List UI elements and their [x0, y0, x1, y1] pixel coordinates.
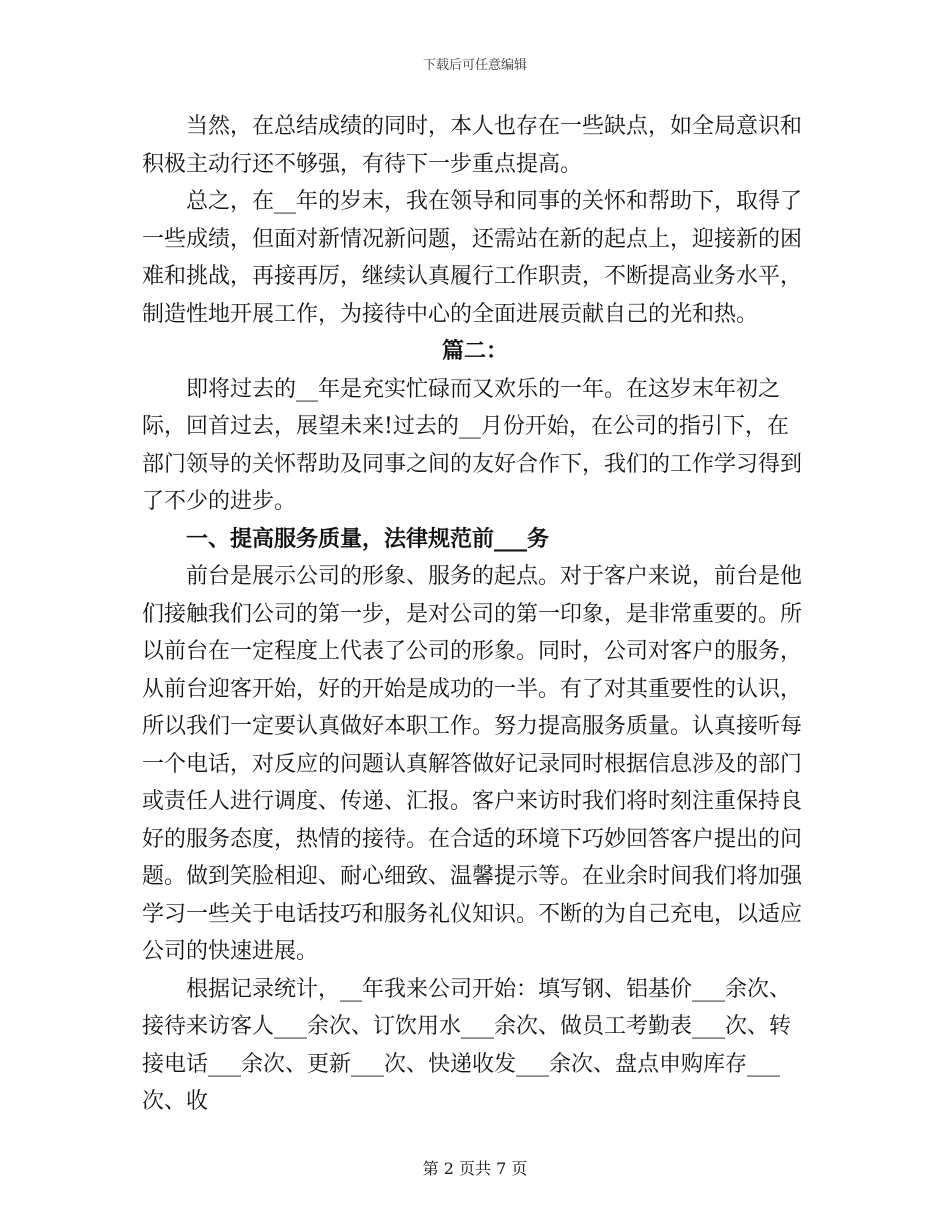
section-title-part-two: 篇二： [441, 338, 508, 364]
paragraph-statistics: 根据记录统计，__年我来公司开始：填写钢、铝基价___余次、接待来访客人___余次、订饮用水___余次、做员工考勤表___次、转接电话___余次、更新___次、快递收发___余次、盘点申购库存___次、收 [142, 976, 792, 1114]
section-heading-service-quality: 一、提高服务质量，法律规范前___务 [186, 525, 550, 552]
page-footer: 第 2 页共 7 页 [422, 1159, 528, 1178]
paragraph-intro: 即将过去的__年是充实忙碌而又欢乐的一年。在这岁末年初之际，回首过去，展望未来!过去的__月份开始，在公司的指引下，在部门领导的关怀帮助及同事之间的友好合作下，我们的工作学习得到了不少的进步。 [142, 376, 803, 514]
paragraph-front-desk: 前台是展示公司的形象、服务的起点。对于客户来说，前台是他们接触我们公司的第一步，是对公司的第一印象，是非常重要的。所以前台在一定程度上代表了公司的形象。同时，公司对客户的服务，从前台迎客开始，好的开始是成功的一半。有了对其重要性的认识，所以我们一定要认真做好本职工作。努力提高服务质量。认真接听每一个电话，对反应的问题认真解答做好记录同时根据信息涉及的部门或责任人进行调度、传递、汇报。客户来访时我们将时刻注重保持良好的服务态度，热情的接待。在合适的环境下巧妙回答客户提出的问题。做到笑脸相迎、耐心细致、温馨提示等。在业余时间我们将加强学习一些关于电话技巧和服务礼仪知识。不断的为自己充电，以适应公司的快速进展。 [142, 564, 803, 964]
page-header: 下载后可任意编辑 [422, 58, 527, 73]
paragraph-shortcomings: 当然，在总结成绩的同时，本人也存在一些缺点，如全局意识和积极主动行还不够强，有待下一步重点提高。 [142, 114, 803, 177]
paragraph-conclusion: 总之，在__年的岁末，我在领导和同事的关怀和帮助下，取得了一些成绩，但面对新情况新问题，还需站在新的起点上，迎接新的困难和挑战，再接再厉，继续认真履行工作职责，不断提高业务水平，制造性地开展工作，为接待中心的全面进展贡献自己的光和热。 [142, 189, 803, 327]
document-body [142, 108, 808, 1121]
